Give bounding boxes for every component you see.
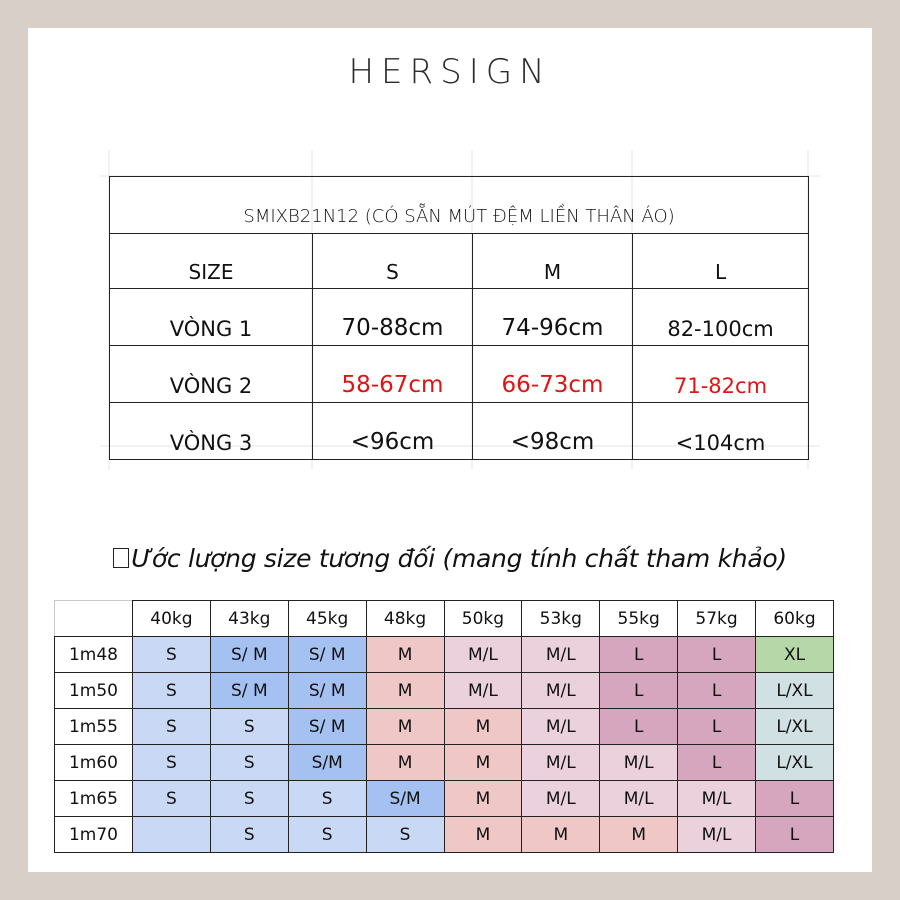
size-row-vong-3 <box>110 403 809 460</box>
size-cell: S/ M <box>288 673 366 709</box>
size-header-s: S <box>313 234 473 289</box>
size-cell: S/ M <box>210 637 288 673</box>
height-row <box>55 673 834 709</box>
size-cell: M <box>366 673 444 709</box>
size-cell: L/XL <box>756 709 834 745</box>
size-cell: L/XL <box>756 745 834 781</box>
measure-cell: <98cm <box>473 403 633 460</box>
size-cell: S/M <box>366 781 444 817</box>
size-cell: M <box>366 745 444 781</box>
weight-header: 50kg <box>444 601 522 637</box>
height-row <box>55 781 834 817</box>
size-cell: M/L <box>600 781 678 817</box>
size-row-vong-2 <box>110 346 809 403</box>
height-label: 1m50 <box>55 673 133 709</box>
weight-header: 60kg <box>756 601 834 637</box>
size-estimate-table <box>54 600 834 853</box>
size-cell: S <box>133 673 211 709</box>
size-cell: S <box>133 637 211 673</box>
size-cell: M/L <box>522 745 600 781</box>
measure-cell: <96cm <box>313 403 473 460</box>
size-cell: S/M <box>288 745 366 781</box>
height-label: 1m65 <box>55 781 133 817</box>
row-label: VÒNG 3 <box>110 403 313 460</box>
size-cell: M/L <box>444 673 522 709</box>
height-label: 1m60 <box>55 745 133 781</box>
size-header-row <box>110 234 809 289</box>
measure-cell: 58-67cm <box>313 346 473 403</box>
size-cell: L <box>600 637 678 673</box>
size-header-l: L <box>633 234 809 289</box>
size-cell: M/L <box>678 781 756 817</box>
measure-cell: 66-73cm <box>473 346 633 403</box>
estimate-heading-text: Ước lượng size tương đối (mang tính chất tham khảo) <box>131 544 787 573</box>
size-header-label: SIZE <box>110 234 313 289</box>
measure-cell: 82-100cm <box>633 289 809 346</box>
size-cell: M/L <box>522 637 600 673</box>
size-cell: S <box>366 817 444 853</box>
size-cell: L <box>756 781 834 817</box>
size-cell: S <box>133 745 211 781</box>
height-label: 1m70 <box>55 817 133 853</box>
height-label: 1m48 <box>55 637 133 673</box>
size-cell: S <box>288 781 366 817</box>
size-cell: M <box>366 637 444 673</box>
size-cell: M/L <box>444 637 522 673</box>
height-row <box>55 709 834 745</box>
size-cell: S/ M <box>288 637 366 673</box>
height-row <box>55 637 834 673</box>
height-row <box>55 745 834 781</box>
size-cell: XL <box>756 637 834 673</box>
brand-logo: HERSIGN <box>348 52 552 92</box>
size-cell: M/L <box>522 709 600 745</box>
size-cell: S <box>210 745 288 781</box>
size-cell: S <box>288 817 366 853</box>
size-cell: M <box>444 745 522 781</box>
size-cell: S/ M <box>210 673 288 709</box>
size-cell: L <box>678 745 756 781</box>
size-cell: M <box>366 709 444 745</box>
checkbox-glyph-icon <box>113 548 129 568</box>
height-row <box>55 817 834 853</box>
weight-header: 43kg <box>210 601 288 637</box>
height-label: 1m55 <box>55 709 133 745</box>
size-cell: M <box>522 817 600 853</box>
size-cell: S <box>133 709 211 745</box>
size-cell: L <box>678 709 756 745</box>
size-cell: S/ M <box>288 709 366 745</box>
row-label: VÒNG 2 <box>110 346 313 403</box>
measure-cell: 71-82cm <box>633 346 809 403</box>
size-header-m: M <box>473 234 633 289</box>
row-label: VÒNG 1 <box>110 289 313 346</box>
measure-cell: 74-96cm <box>473 289 633 346</box>
weight-header: 40kg <box>133 601 211 637</box>
size-cell: L <box>678 673 756 709</box>
measure-cell: <104cm <box>633 403 809 460</box>
weight-header: 55kg <box>600 601 678 637</box>
size-cell: M <box>600 817 678 853</box>
estimate-heading <box>0 544 900 573</box>
size-cell: M <box>444 781 522 817</box>
size-chart-title: SMIXB21N12 (CÓ SẴN MÚT ĐỆM LIỀN THÂN ÁO) <box>110 177 809 234</box>
measure-cell: 70-88cm <box>313 289 473 346</box>
size-cell: S <box>210 781 288 817</box>
size-cell: M/L <box>522 781 600 817</box>
weight-header-row <box>55 601 834 637</box>
size-cell <box>133 817 211 853</box>
size-cell: S <box>210 709 288 745</box>
size-cell: M <box>444 817 522 853</box>
size-cell: M <box>444 709 522 745</box>
size-cell: M/L <box>600 745 678 781</box>
size-chart-table <box>109 176 809 460</box>
weight-header: 57kg <box>678 601 756 637</box>
corner-cell <box>55 601 133 637</box>
size-cell: L <box>600 673 678 709</box>
size-cell: M/L <box>678 817 756 853</box>
size-cell: L <box>678 637 756 673</box>
size-cell: S <box>133 781 211 817</box>
size-row-vong-1 <box>110 289 809 346</box>
size-cell: L <box>756 817 834 853</box>
weight-header: 53kg <box>522 601 600 637</box>
weight-header: 45kg <box>288 601 366 637</box>
weight-header: 48kg <box>366 601 444 637</box>
size-cell: S <box>210 817 288 853</box>
size-cell: M/L <box>522 673 600 709</box>
size-cell: L <box>600 709 678 745</box>
size-cell: L/XL <box>756 673 834 709</box>
